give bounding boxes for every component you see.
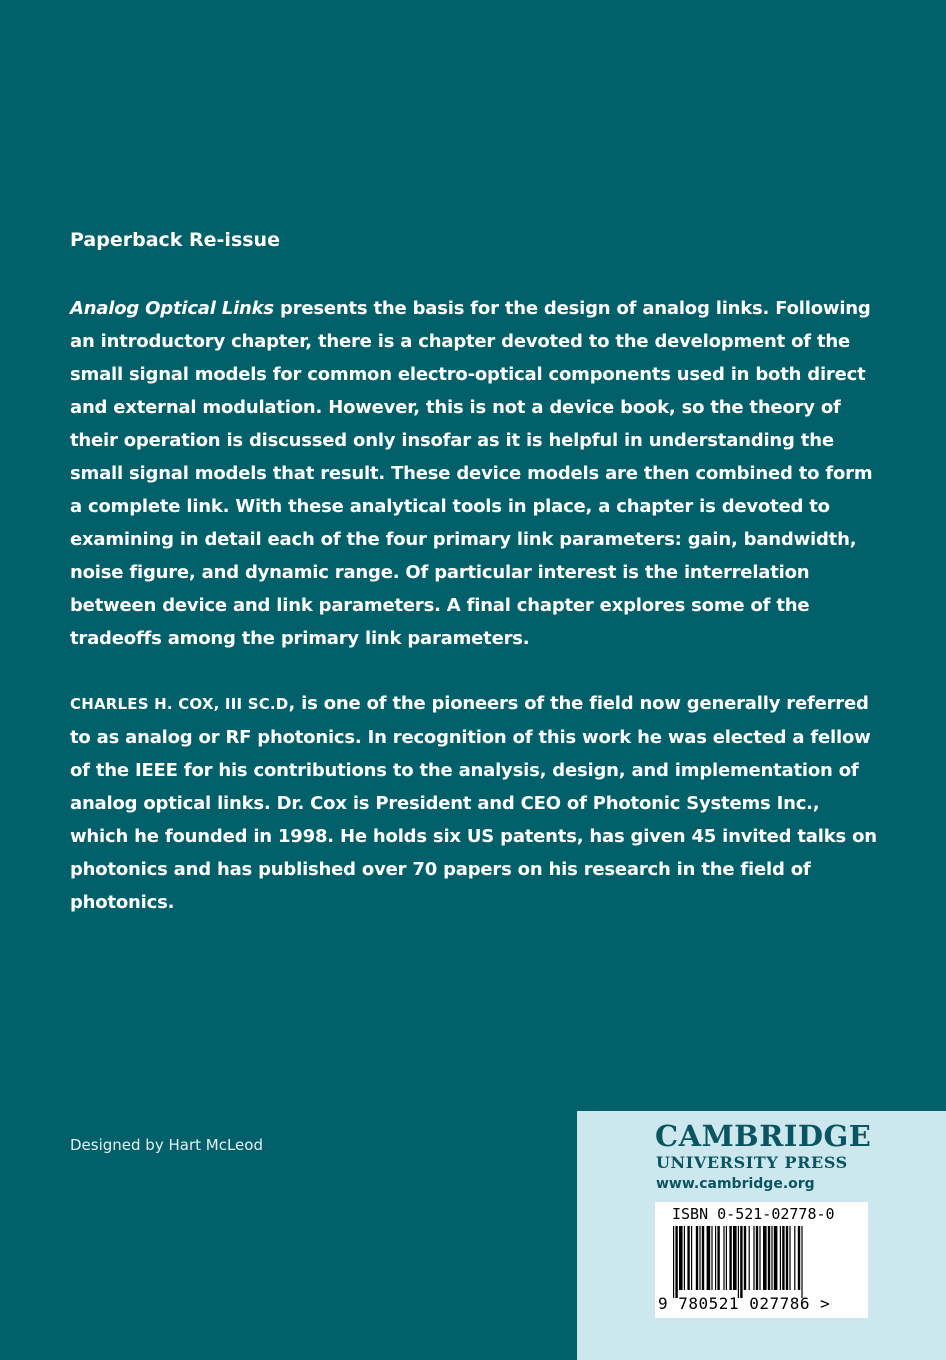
barcode-bar — [744, 1226, 746, 1290]
barcode-bar — [768, 1226, 770, 1290]
barcode-bar — [756, 1226, 758, 1290]
barcode-bar — [738, 1226, 739, 1298]
barcode-bar — [679, 1226, 683, 1290]
cover-text-block — [70, 226, 880, 951]
author-name: CHARLES H. COX, III SC.D — [70, 695, 289, 713]
barcode-bar — [696, 1226, 698, 1290]
barcode-bar — [691, 1226, 692, 1290]
barcode-bar — [789, 1226, 790, 1290]
barcode-bar — [684, 1226, 685, 1290]
barcode-bar — [740, 1226, 742, 1298]
barcode-bar — [782, 1226, 784, 1290]
barcode-bar — [753, 1226, 754, 1290]
barcode-bar — [702, 1226, 704, 1290]
author-bio-text: , is one of the pioneers of the field now generally referred to as analog or RF photonics. In recognition of this work he was elected a fellow of the IEEE for his contributions to the analysis, design, and implementation of analog optical links. Dr. Cox is President and CEO of Photonic Systems Inc., which he founded in 1998. He holds six US patents, has given 45 invited talks on photonics and has published over 70 papers on his research in the field of photonics. — [70, 693, 877, 913]
isbn-box — [655, 1202, 868, 1318]
description-text: presents the basis for the design of analog links. Following an introductory chapter, there is a chapter devoted to the development of the small signal models for common electro-optical components used in both direct and external modulation. However, this is not a device book, so the theory of their operation is discussed only insofar as it is helpful in understanding the small signal models that result. These device models are then combined to form a complete link. With these analytical tools in place, a chapter is devoted to examining in detail each of the four primary link parameters: gain, bandwidth, noise figure, and dynamic range. Of particular interest is the interrelation between device and link parameters. A final chapter explores some of the tradeoffs among the primary link parameters. — [70, 298, 873, 649]
publisher-logo-name: CAMBRIDGE — [655, 1119, 872, 1153]
barcode-bar — [771, 1226, 772, 1290]
barcode-bar — [673, 1226, 674, 1298]
barcode-bar — [729, 1226, 731, 1290]
book-description — [70, 292, 880, 655]
barcode-bar — [763, 1226, 767, 1290]
barcode-bar — [794, 1226, 795, 1290]
barcode-digits: 9 780521 027786 > — [658, 1294, 831, 1313]
book-title: Analog Optical Links — [70, 298, 274, 319]
barcode-bar — [749, 1226, 750, 1290]
reissue-label: Paperback Re-issue — [70, 229, 280, 251]
barcode-bar — [723, 1226, 724, 1290]
barcode-bar — [675, 1226, 677, 1298]
barcode-bar — [717, 1226, 719, 1290]
barcode-bar — [711, 1226, 712, 1290]
publisher-logo-subname: UNIVERSITY PRESS — [656, 1153, 848, 1172]
isbn-label: ISBN 0-521-02778-0 — [672, 1205, 835, 1223]
barcode-bar — [707, 1226, 711, 1290]
barcode-bar — [780, 1226, 781, 1290]
barcode-bar — [726, 1226, 727, 1290]
designer-credit: Designed by Hart McLeod — [70, 1136, 263, 1154]
barcode-bar — [786, 1226, 788, 1290]
barcode-bar — [798, 1226, 800, 1290]
barcode-bar — [687, 1226, 689, 1290]
author-bio — [70, 687, 880, 919]
barcode-bar — [801, 1226, 802, 1298]
barcode-bar — [759, 1226, 760, 1290]
publisher-panel — [577, 1111, 946, 1360]
barcode-bar — [733, 1226, 737, 1290]
barcode-bar — [715, 1226, 716, 1290]
publisher-url: www.cambridge.org — [656, 1176, 815, 1192]
barcode-bar — [774, 1226, 778, 1290]
barcode-bar — [699, 1226, 700, 1290]
